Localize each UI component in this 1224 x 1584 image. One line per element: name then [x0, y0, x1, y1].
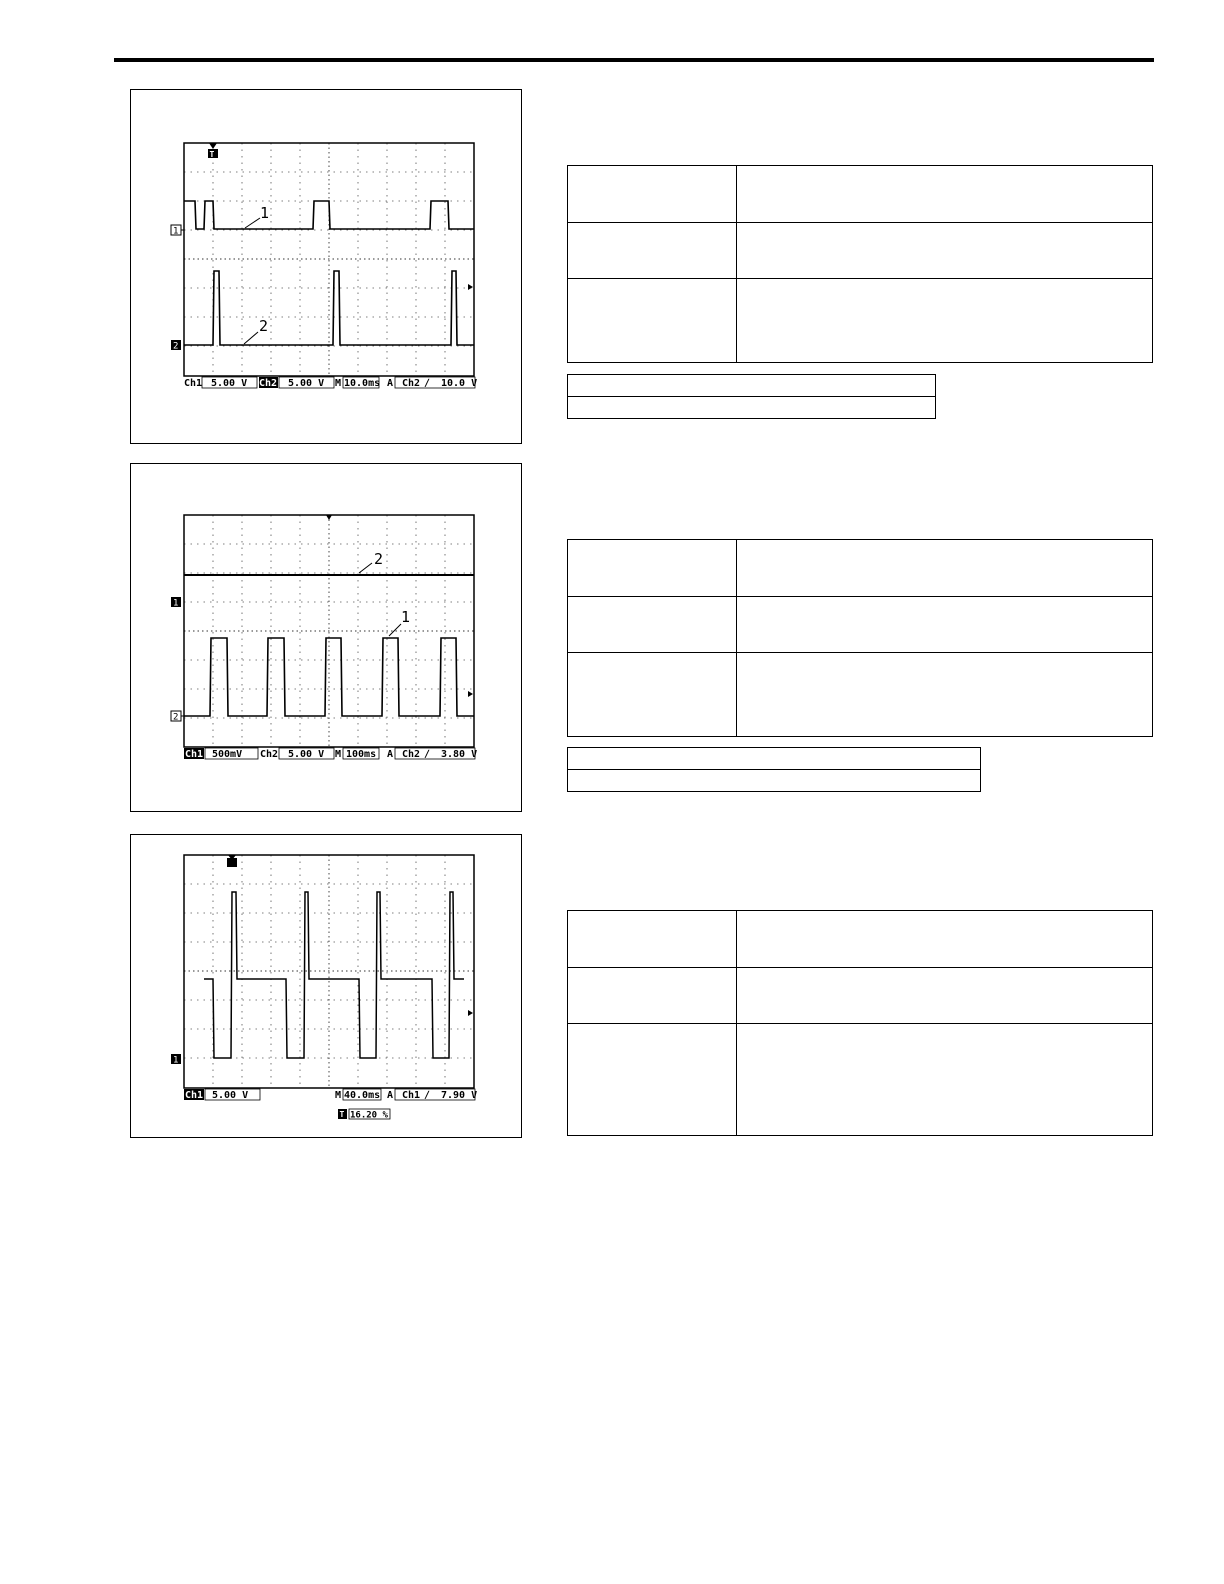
ch2-label: Ch2 [259, 378, 278, 389]
callout-1: 1 [401, 608, 411, 626]
spec-label-cell [568, 1024, 737, 1136]
ch1-label: Ch1 [184, 378, 203, 389]
ch1-marker-label: 1 [173, 1055, 179, 1066]
ch1-label: Ch1 [185, 749, 204, 760]
spec-value-cell [737, 1024, 1153, 1136]
spec-label-cell [568, 968, 737, 1024]
trigger-level: 10.0 V [441, 378, 478, 389]
spec-value-cell [737, 911, 1153, 968]
timebase: 100ms [346, 749, 377, 760]
ch1-scale: 5.00 V [212, 1090, 249, 1101]
ch1-scale: 5.00 V [211, 378, 248, 389]
ch2-marker-label: 2 [173, 341, 179, 352]
ch1-ground-marker [171, 1054, 181, 1066]
ch1-marker-label: 1 [173, 598, 179, 609]
trigger-edge-icon: ∕ [424, 1090, 431, 1101]
trigger-marker: T [339, 1110, 345, 1119]
ch2-scale: 5.00 V [288, 378, 325, 389]
timebase: 10.0ms [344, 378, 381, 389]
trigger-position-icon [227, 855, 237, 867]
ch2-scale: 5.00 V [288, 749, 325, 760]
scope-status-bar-3 [184, 1089, 477, 1121]
trigger-prefix: A [387, 378, 394, 389]
timebase-prefix: M [335, 749, 342, 760]
timebase: 40.0ms [344, 1090, 381, 1101]
trigger-prefix: A [387, 749, 394, 760]
spec-table-3 [567, 910, 1153, 1136]
timebase-prefix: M [335, 378, 342, 389]
timebase-prefix: M [335, 1090, 342, 1101]
trigger-level-icon [468, 1010, 473, 1016]
ch1-scale: 500mV [212, 749, 243, 760]
trigger-edge-icon: ∕ [424, 749, 431, 760]
ch1-marker-label: 1 [173, 226, 179, 237]
trigger-channel: Ch1 [402, 1090, 421, 1101]
ch2-marker-label: 2 [173, 712, 179, 723]
trigger-level: 7.90 V [441, 1090, 478, 1101]
trigger-level: 3.80 V [441, 749, 478, 760]
ch2-label: Ch2 [260, 749, 279, 760]
trigger-prefix: A [387, 1090, 394, 1101]
duty-cycle: 16.20 % [350, 1110, 388, 1121]
callout-2: 2 [374, 550, 384, 568]
trigger-channel: Ch2 [402, 749, 421, 760]
waveform-ch1-3 [204, 892, 464, 1058]
trigger-edge-icon: ∕ [424, 378, 431, 389]
trigger-channel: Ch2 [402, 378, 421, 389]
trigger-marker: T [209, 150, 215, 159]
spec-label-cell [568, 911, 737, 968]
callout-2: 2 [259, 317, 269, 335]
spec-value-cell [737, 968, 1153, 1024]
callout-1: 1 [260, 204, 270, 222]
ch1-label: Ch1 [185, 1090, 204, 1101]
